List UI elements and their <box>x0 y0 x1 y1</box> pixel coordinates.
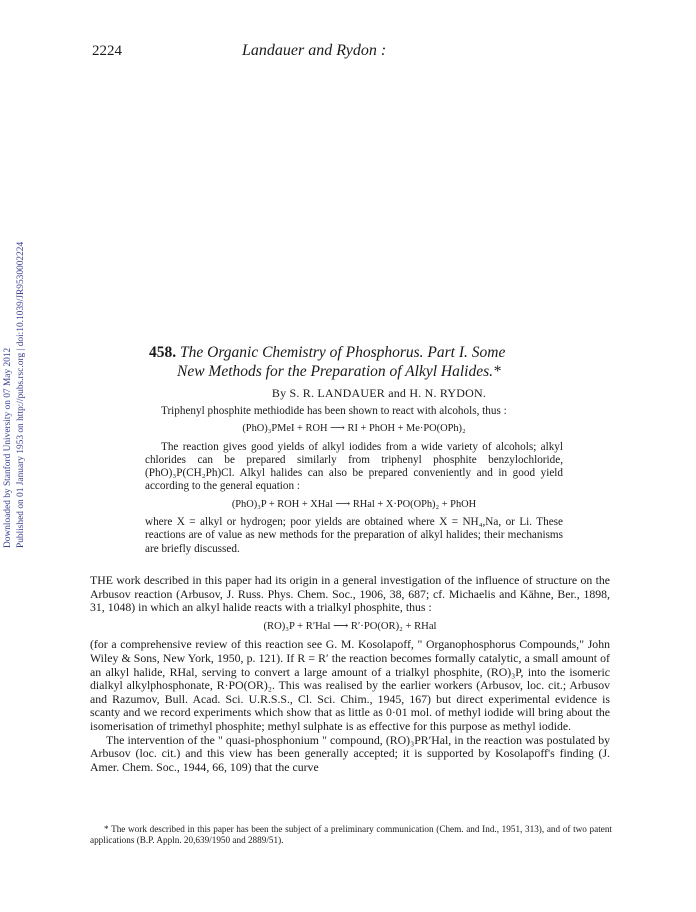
body-paragraph <box>90 574 610 615</box>
article-title <box>149 343 609 381</box>
equation: (PhO)₃P + ROH + XHal ⟶ RHal + X·PO(OPh)₂ + PhOH <box>231 498 477 510</box>
lead-word: THE <box>90 573 113 587</box>
body-paragraph: The intervention of the " quasi-phosphonium " compound, (RO)₃PR′Hal, in the reaction was postulated by Arbusov (loc. cit.) and this view has been generally accepted; it is supported by Kosolapoff's finding (J. Amer. Chem. Soc., 1944, 66, 109) that the curve <box>90 732 610 774</box>
article-title-line2: New Methods for the Preparation of Alkyl Halides.* <box>177 363 501 380</box>
abstract-paragraph: The reaction gives good yields of alkyl iodides from a wide variety of alcohols; alkyl chlorides can be prepared similarly from triphenyl phosphite benzylochloride, (PhO)₃P(CH₂Ph)Cl. Alkyl halides can also be prepared conveniently and in good yield according to the general equation : <box>145 440 563 493</box>
download-watermark: Downloaded by Stanford University on 07 May 2012 <box>3 347 13 548</box>
equation: (RO)₃P + R′Hal ⟶ R′·PO(OR)₂ + RHal <box>263 620 437 632</box>
author-line: By S. R. LANDAUER and H. N. RYDON. <box>271 386 487 400</box>
equation: (PhO)₃PMeI + ROH ⟶ RI + PhOH + Me·PO(OPh)₂ <box>242 423 466 435</box>
body-paragraph-text: work described in this paper had its origin in a general investigation of the influence of structure on the Arbusov reaction (Arbusov, J. Russ. Phys. Chem. Soc., 1906, 38, 687; cf. Michaelis and Kähne, Ber., 1898, 31, 1048) in which an alkyl halide reacts with a trialkyl phosphite, thus : <box>90 573 610 615</box>
body-text <box>90 574 610 774</box>
abstract <box>145 405 563 556</box>
abstract-paragraph: Triphenyl phosphite methiodide has been shown to react with alcohols, thus : <box>161 405 507 417</box>
article-number: 458. <box>149 344 177 361</box>
body-paragraph: (for a comprehensive review of this reaction see G. M. Kosolapoff, " Organophosphorus Compounds," John Wiley & Sons, New York, 1950, p. 121). If R = R′ the reaction becomes formally catalytic, a small amount of an alkyl halide, RHal, serving to convert a large amount of a trialkyl phosphite, (RO)₃P, into the isomeric dialkyl alkylphosphonate, R·PO(OR)₂. This was realised by the earlier workers (Arbusov, loc. cit.; Arbusov and Razumov, Bull. Acad. Sci. U.R.S.S., Cl. Sci. Chim., 1945, 167) but direct experimental evidence is scanty and we record experiments which show that as little as 0·01 mol. of methyl iodide will bring about the isomerisation of trimethyl phosphite; methyl sulphate is as effective for this purpose as methyl iodide. <box>90 637 610 733</box>
abstract-paragraph: where X = alkyl or hydrogen; poor yields are obtained where X = NH₄,Na, or Li. These reactions are of value as new methods for the preparation of alkyl halides; their mechanisms are briefly discussed. <box>145 516 563 555</box>
doi-watermark[interactable]: Published on 01 January 1953 on http://pubs.rsc.org | doi:10.1039/JR9530002224 <box>16 241 26 548</box>
running-head: Landauer and Rydon : <box>242 42 387 59</box>
article-title-line1: The Organic Chemistry of Phosphorus. Part I. Some <box>180 344 506 361</box>
footnote: * The work described in this paper has been the subject of a preliminary communication (Chem. and Ind., 1951, 313), and of two patent applications (B.P. Appln. 20,639/1950 and 2889/51). <box>90 824 612 845</box>
page-number: 2224 <box>92 43 122 59</box>
